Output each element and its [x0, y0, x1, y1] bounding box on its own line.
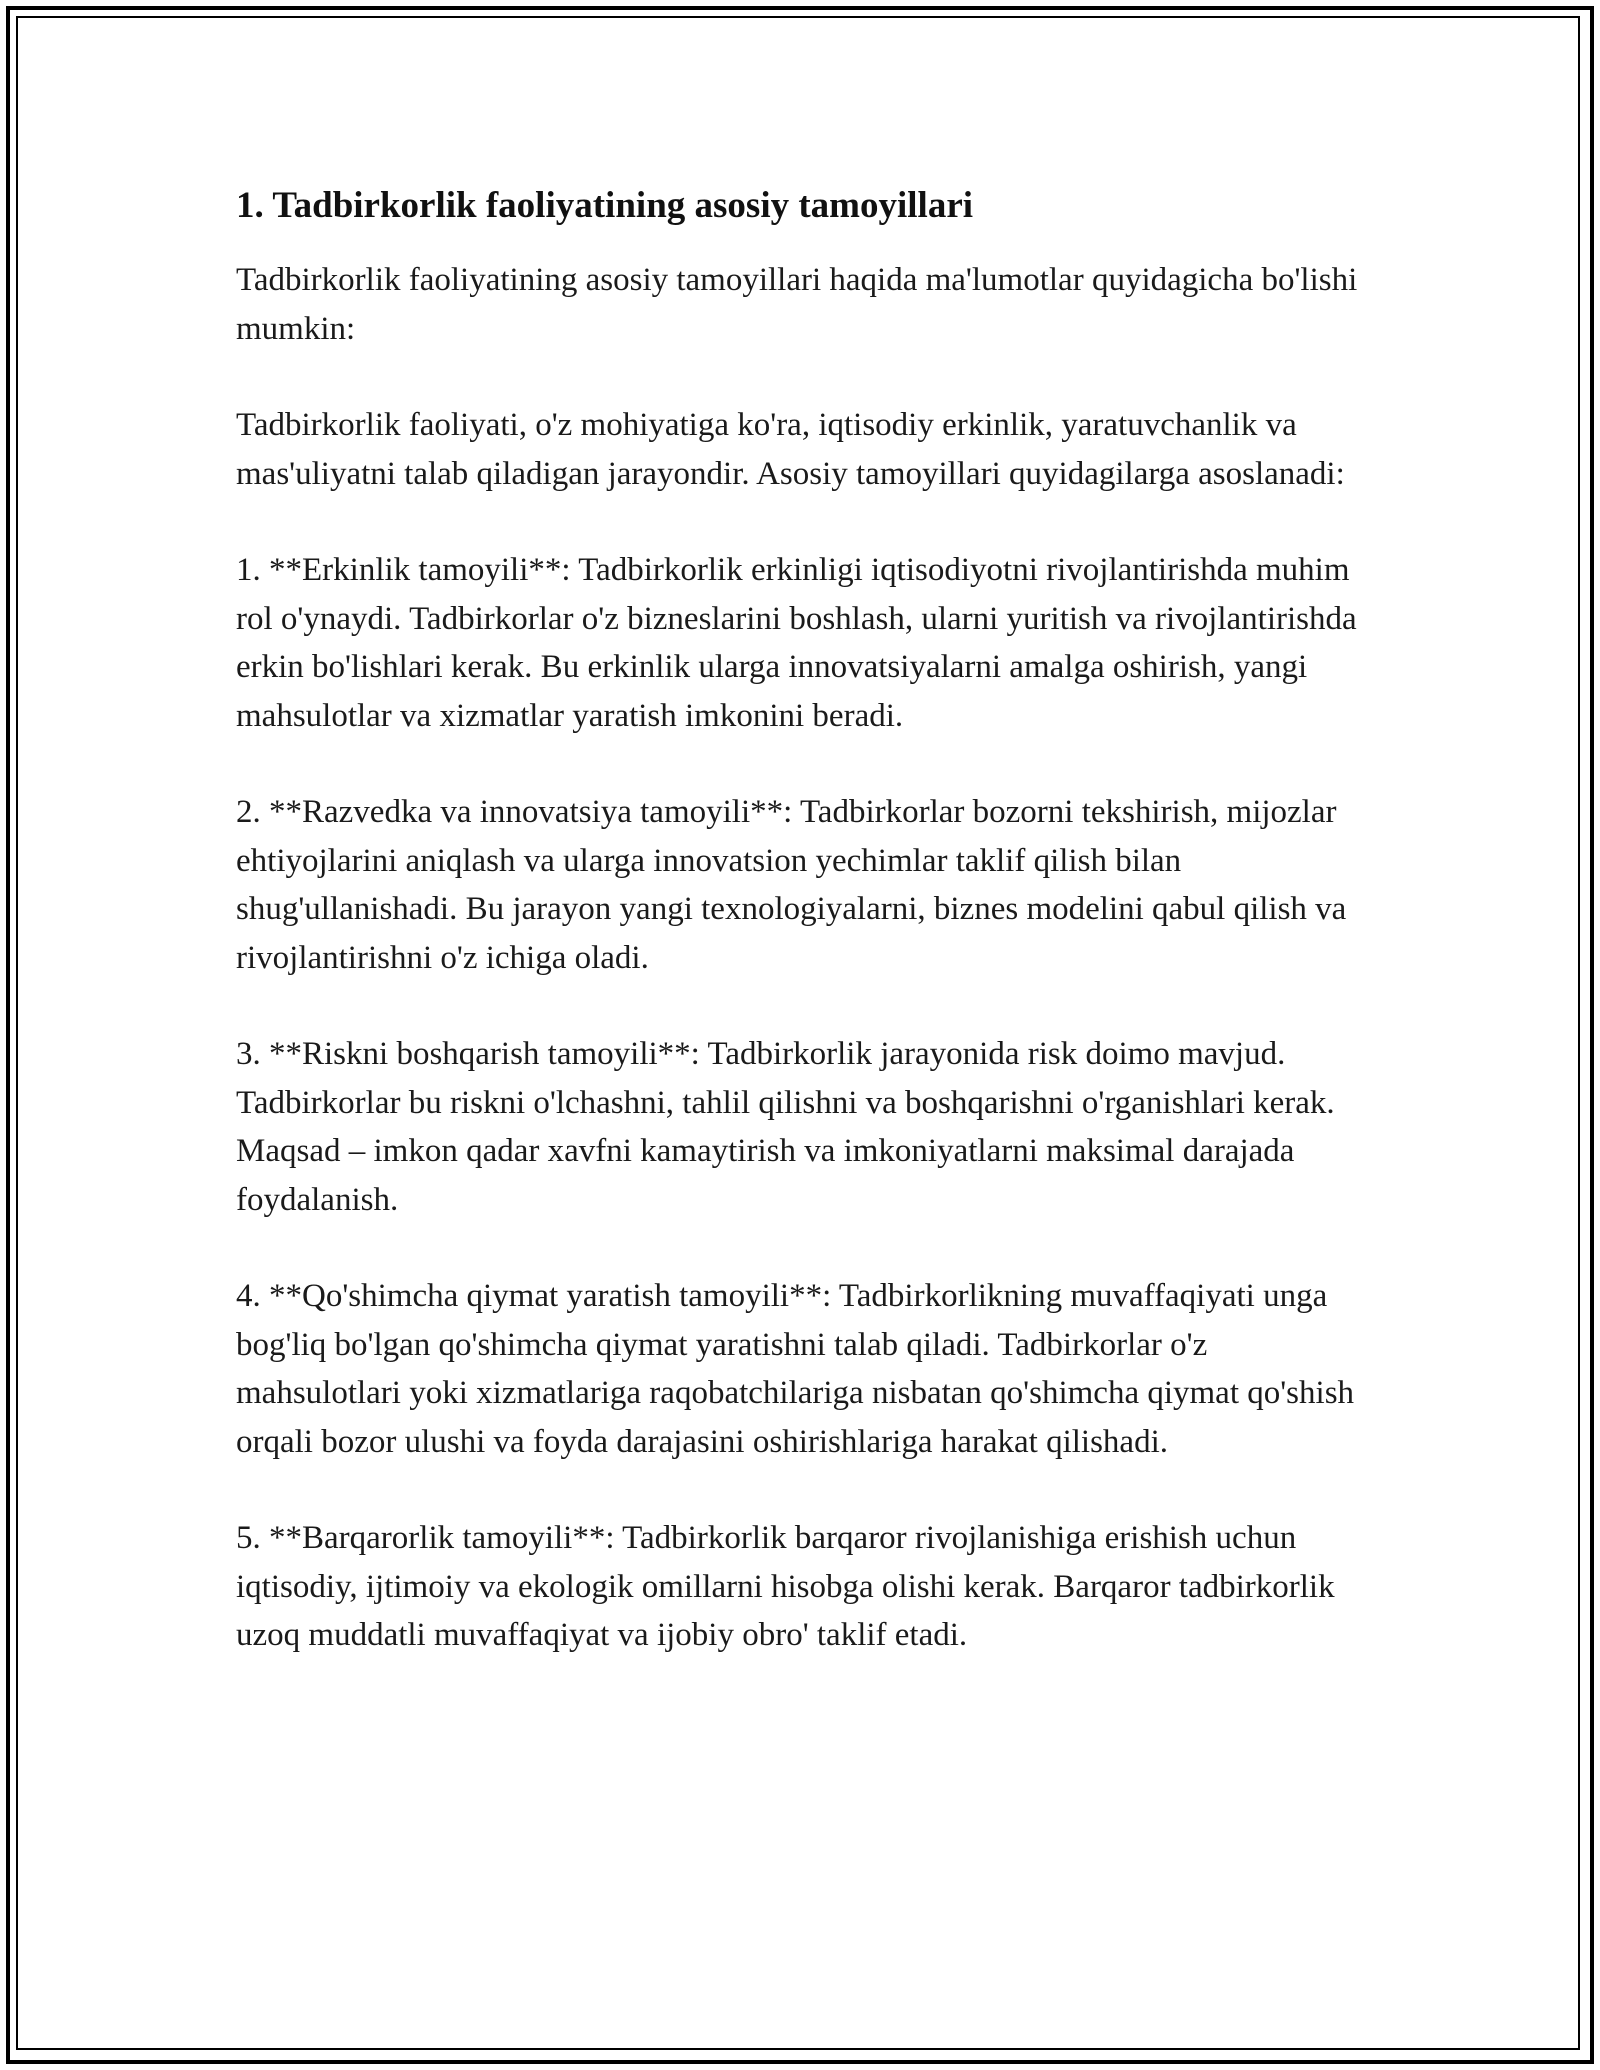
- document-body: [236, 182, 1376, 1708]
- document-title: 1. Tadbirkorlik faoliyatining asosiy tamoyillari: [236, 185, 974, 226]
- principle-value-paragraph: 4. **Qo'shimcha qiymat yaratish tamoyili**: Tadbirkorlikning muvaffaqiyati unga bog'liq bo'lgan qo'shimcha qiymat yaratishni talab qiladi. Tadbirkorlar o'z mahsulotlari yoki xizmatlariga raqobatchilariga nisbatan qo'shimcha qiymat qo'shish orqali bozor ulushi va foyda darajasini oshirishlariga harakat qilishadi.: [236, 1278, 1355, 1460]
- principle-innovation-paragraph: 2. **Razvedka va innovatsiya tamoyili**: Tadbirkorlar bozorni tekshirish, mijozlar ehtiyojlarini aniqlash va ularga innovatsion yechimlar taklif qilish bilan shug'ullanishadi. Bu jarayon yangi texnologiyalarni, biznes modelini qabul qilish va rivojlantirishni o'z ichiga oladi.: [236, 794, 1347, 976]
- intro-paragraph: Tadbirkorlik faoliyatining asosiy tamoyillari haqida ma'lumotlar quyidagicha bo'lishi mumkin:: [236, 262, 1358, 347]
- principle-freedom-paragraph: 1. **Erkinlik tamoyili**: Tadbirkorlik erkinligi iqtisodiyotni rivojlantirishda muhim rol o'ynaydi. Tadbirkorlar o'z bizneslarini boshlash, ularni yuritish va rivojlantirishda erkin bo'lishlari kerak. Bu erkinlik ularga innovatsiyalarni amalga oshirish, yangi mahsulotlar va xizmatlar yaratish imkonini beradi.: [236, 552, 1357, 734]
- principle-risk-paragraph: 3. **Riskni boshqarish tamoyili**: Tadbirkorlik jarayonida risk doimo mavjud. Tadbirkorlar bu riskni o'lchashni, tahlil qilishni va boshqarishni o'rganishlari kerak. Maqsad – imkon qadar xavfni kamaytirish va imkoniyatlarni maksimal darajada foydalanish.: [236, 1036, 1335, 1218]
- principle-sustainability-paragraph: 5. **Barqarorlik tamoyili**: Tadbirkorlik barqaror rivojlanishiga erishish uchun iqtisodiy, ijtimoiy va ekologik omillarni hisobga olishi kerak. Barqaror tadbirkorlik uzoq muddatli muvaffaqiyat va ijobiy obro' taklif etadi.: [236, 1520, 1335, 1653]
- overview-paragraph: Tadbirkorlik faoliyati, o'z mohiyatiga ko'ra, iqtisodiy erkinlik, yaratuvchanlik va mas'uliyatni talab qiladigan jarayondir. Asosiy tamoyillari quyidagilarga asoslanadi:: [236, 407, 1345, 492]
